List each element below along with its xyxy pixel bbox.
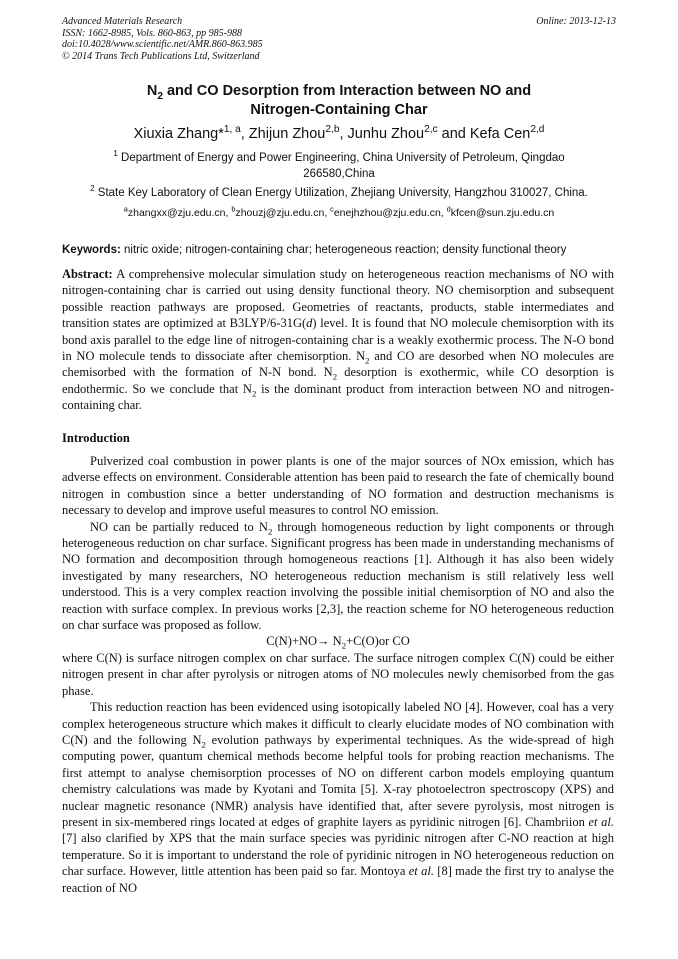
intro-paragraph-2 bbox=[62, 519, 614, 634]
author-1: Xiuxia Zhang* bbox=[133, 126, 224, 142]
intro-sub: 2 bbox=[201, 739, 206, 750]
equation-sub: 2 bbox=[341, 640, 347, 651]
keywords-label: Keywords: bbox=[62, 244, 121, 256]
journal-issn: ISSN: 1662-8985, Vols. 860-863, pp 985-988 bbox=[62, 27, 242, 39]
abstract bbox=[62, 266, 614, 414]
intro-italic: et al. bbox=[588, 814, 614, 829]
intro-paragraph-3: where C(N) is surface nitrogen complex on char surface. The surface nitrogen complex C(N) could be either nitrogen present in char after pyrolysis or nitrogen atoms of NO molecules newly chemisorbed from the gas phase. bbox=[62, 650, 614, 698]
journal-doi: doi:10.4028/www.scientific.net/AMR.860-863.985 bbox=[62, 39, 263, 50]
title-rest: and CO Desorption from Interaction between NO and bbox=[162, 83, 532, 99]
title-sub: 2 bbox=[157, 90, 163, 102]
journal-name: Advanced Materials Research bbox=[62, 16, 183, 27]
abstract-text: and CO are desorbed when NO molecules are chemisorbed with the formation of N-N bond. N bbox=[62, 349, 614, 380]
section-heading-introduction: Introduction bbox=[62, 431, 130, 445]
affiliation-1-number: 1 bbox=[113, 149, 118, 159]
affiliation-2-number: 2 bbox=[90, 184, 95, 194]
author-emails bbox=[62, 206, 616, 220]
email-c-marker: c bbox=[330, 204, 334, 214]
reaction-equation bbox=[62, 633, 614, 649]
author-sep: , bbox=[339, 126, 348, 142]
email-d[interactable]: kfcen@sun.zju.edu.cn bbox=[450, 207, 555, 219]
email-a-marker: a bbox=[123, 204, 128, 214]
affiliation-2 bbox=[62, 185, 616, 201]
email-c[interactable]: enejhzhou@zju.edu.cn, bbox=[333, 207, 447, 219]
affiliation-1-line-2: 266580,China bbox=[303, 168, 375, 180]
equation-right: +C(O)or CO bbox=[346, 634, 410, 649]
affiliation-1-line-1 bbox=[62, 150, 616, 166]
abstract-text: desorption is exothermic, while CO desorption is endothermic. So we conclude that N bbox=[62, 365, 615, 396]
introduction-body bbox=[62, 453, 614, 896]
author-list bbox=[62, 124, 616, 144]
intro-paragraph-4 bbox=[62, 699, 614, 896]
journal-copyright: © 2014 Trans Tech Publications Ltd, Switzerland bbox=[62, 50, 260, 62]
abstract-text: A comprehensive molecular simulation study on heterogeneous reaction mechanisms of NO with nitrogen-containing char is carried out using density functional theory. NO chemisorption and subsequent possible reaction pathways are proposed. Geometries of reactants, products, stable intermediates and transition states are optimized at B3LYP/6-31G( bbox=[62, 267, 614, 331]
keywords bbox=[62, 243, 622, 258]
abstract-sub: 2 bbox=[365, 355, 370, 366]
author-4-aff: 2,d bbox=[530, 124, 545, 136]
abstract-italic: d bbox=[306, 316, 313, 331]
keywords-text: nitric oxide; nitrogen-containing char; heterogeneous reaction; density functional theory bbox=[120, 244, 567, 256]
intro-text: through homogeneous reduction by light components or through heterogeneous reduction on char surface. Significant progress has been made in understanding mechanisms of NO formation and decomposition through homogeneous reactions [1]. Although it has also been widely investigated by many researchers, NO heterogeneous reduction mechanism is still relatively less well understood. This is a very complex reaction involving the possible initial chemisorption of NO and also the reaction with surface complex. In previous works [2,3], the reaction scheme for NO heterogeneous reduction on char surface was proposed as follow. bbox=[62, 519, 614, 633]
intro-text: [8] made the first try to analyse the reaction of NO bbox=[62, 864, 614, 895]
email-b-marker: b bbox=[231, 204, 236, 214]
paper-title bbox=[62, 82, 616, 120]
abstract-text: is the dominant product from interaction between NO and nitrogen-containing char. bbox=[62, 381, 614, 413]
author-3-aff: 2,c bbox=[424, 124, 438, 136]
affiliation-1 bbox=[62, 150, 616, 182]
intro-text: evolution pathways by experimental techniques. As the wide-spread of high computing power, quantum chemical methods become helpful tools for probing reaction mechanisms. The first attempt to analyse chemisorption processes of NO on different carbon models employing quantum chemistry calculations was made by Kyotani and Tomita [5]. X-ray photoelectron spectroscopy (XPS) and nuclear magnetic resonance (NMR) analysis have identified that, after severe pyrolysis, most nitrogen is present in six-membered rings located at edges of graphite layers as pyridinic nitrogen [6]. Chambriion bbox=[62, 732, 614, 829]
abstract-label: Abstract: bbox=[62, 267, 113, 281]
journal-header bbox=[62, 16, 616, 62]
equation-left: C(N)+NO bbox=[266, 634, 318, 649]
author-3: Junhu Zhou bbox=[347, 126, 425, 142]
title-line-2: Nitrogen-Containing Char bbox=[250, 102, 428, 118]
author-2-aff: 2,b bbox=[325, 124, 340, 136]
email-d-marker: d bbox=[446, 204, 451, 214]
intro-text: NO can be partially reduced to N bbox=[90, 519, 268, 534]
email-b[interactable]: zhouzj@zju.edu.cn, bbox=[235, 207, 331, 219]
intro-italic: et al. bbox=[408, 864, 434, 879]
email-a[interactable]: zhangxx@zju.edu.cn, bbox=[127, 207, 232, 219]
abstract-sub: 2 bbox=[251, 388, 257, 399]
intro-paragraph-1: Pulverized coal combustion in power plants is one of the major sources of NOx emission, which has adverse effects on environment. Considerable attention has been paid to research the fate of chemically bound nitrogen in combustion since a better understanding of NO formation and destruction mechanisms is necessary to develop and improve useful measures to control NO emission. bbox=[62, 454, 614, 518]
title-n: N bbox=[146, 83, 158, 99]
equation-n: N bbox=[329, 634, 342, 649]
reaction-arrow-icon: → bbox=[317, 634, 330, 649]
intro-text: [7] also clarified by XPS that the main surface species was pyridinic nitrogen after C-NO reaction at high temperature. So it is important to understand the role of pyridinic nitrogen in NO heterogeneous reduction on char surface. However, little attention has been paid so far. Montoya bbox=[62, 831, 614, 879]
author-4: Kefa Cen bbox=[469, 126, 531, 142]
intro-text: This reduction reaction has been evidenced using isotopically labeled NO [4]. However, coal has a very complex heterogeneous structure which makes it difficult to clearly elucidate modes of NO combination with C(N) and the following N bbox=[62, 700, 614, 747]
abstract-sub: 2 bbox=[332, 371, 338, 382]
author-sep: and bbox=[437, 126, 470, 142]
title-line-1 bbox=[62, 82, 616, 101]
author-sep: , bbox=[240, 126, 249, 142]
author-2: Zhijun Zhou bbox=[248, 126, 326, 142]
affiliation-1-text: Department of Energy and Power Engineering, China University of Petroleum, Qingdao bbox=[117, 152, 565, 164]
affiliation-2-text: State Key Laboratory of Clean Energy Utilization, Zhejiang University, Hangzhou 310027, China. bbox=[94, 187, 588, 199]
online-date: Online: 2013-12-13 bbox=[536, 16, 616, 27]
abstract-text: ) level. It is found that NO molecule chemisorption with its bond axis parallel to the edge line of nitrogen-containing char is a weakly exothermic process. The N-O bond in NO molecule tends to dissociate after chemisorption. N bbox=[62, 316, 615, 364]
author-1-aff: 1, a bbox=[223, 124, 241, 136]
intro-sub: 2 bbox=[267, 526, 273, 537]
